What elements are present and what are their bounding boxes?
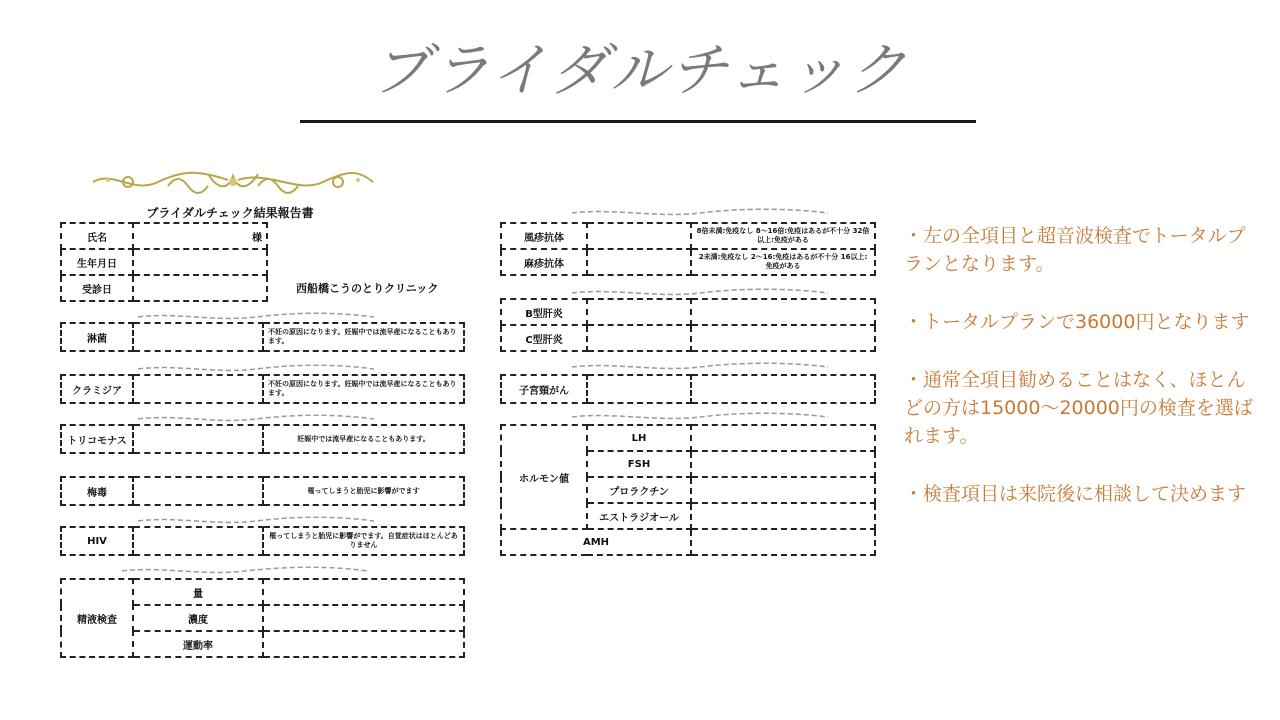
antibody-label: 風疹抗体 [501,223,587,249]
result-cell [133,477,263,505]
scroll-divider-ornament [136,516,376,526]
title-divider [300,120,976,123]
antibody-label: 麻疹抗体 [501,249,587,275]
table-row [61,579,464,605]
table-row [61,223,267,249]
table-row [501,299,875,325]
visit-label: 受診日 [61,275,133,301]
hormone-item-label: エストラジオール [587,503,691,529]
bullet-text: ・左の全項目と超音波検査でトータルプランとなります。 [904,225,1246,275]
table-row [61,477,464,505]
test-label: 淋菌 [61,323,133,351]
scroll-divider-ornament [120,566,370,576]
test-note: 妊娠中では流早産になることもあります。 [263,425,464,453]
result-cell [691,451,875,477]
gold-ornament-image [88,166,378,196]
table-row [501,223,875,249]
semen-test-table [60,578,465,658]
result-cell [691,375,875,403]
test-note: 不妊の原因になります。妊娠中では流早産になることもあります。 [263,323,464,351]
scroll-divider-ornament [136,414,376,424]
test-label: HIV [61,527,133,555]
result-cell [691,503,875,529]
result-cell [587,299,691,325]
visit-value [133,275,267,301]
table-row [61,323,464,351]
result-cell [691,325,875,351]
table-row [501,249,875,275]
plan-notes [904,222,1264,538]
result-cell [263,631,464,657]
cervical-cancer-table [500,374,876,404]
result-cell [133,425,263,453]
table-row [61,375,464,403]
name-label: 氏名 [61,223,133,249]
birth-label: 生年月日 [61,249,133,275]
result-cell [587,375,691,403]
semen-item-label: 濃度 [133,605,263,631]
result-cell [133,375,263,403]
hormone-item-label: LH [587,425,691,451]
test-note: 罹ってしまうと胎児に影響がでます。自覚症状はほとんどありません [263,527,464,555]
test-table-syphilis [60,476,465,506]
result-cell [691,425,875,451]
result-cell [263,579,464,605]
table-row [501,529,875,555]
test-note: 不妊の原因になります。妊娠中では流早産になることもあります。 [263,375,464,403]
hormone-table [500,424,876,556]
antibody-note: 2未満:免疫なし 2～16:免疫はあるが不十分 16以上:免疫がある [691,249,875,275]
antibody-table [500,222,876,276]
test-label: 梅毒 [61,477,133,505]
result-cell [691,299,875,325]
table-row [61,275,267,301]
slide-title: ブライダルチェック [371,36,909,104]
result-cell [263,605,464,631]
result-cell [587,223,691,249]
honorific-cell: 様 [133,223,267,249]
test-table-chlamydia [60,374,465,404]
test-label: クラミジア [61,375,133,403]
semen-item-label: 運動率 [133,631,263,657]
hormone-item-label: FSH [587,451,691,477]
test-label: トリコモナス [61,425,133,453]
hepatitis-label: B型肝炎 [501,299,587,325]
hepatitis-label: C型肝炎 [501,325,587,351]
semen-label: 精液検査 [61,579,133,657]
bullet-text: ・通常全項目勧めることはなく、ほとんどの方は15000～20000円の検査を選ばれます。 [904,369,1253,447]
scroll-divider-ornament [570,362,830,372]
test-table-hiv [60,526,465,556]
scroll-divider-ornament [570,288,830,298]
hormone-label: ホルモン値 [501,425,587,529]
table-row [61,249,267,275]
report-title: ブライダルチェック結果報告書 [146,206,314,220]
hormone-item-label: プロラクチン [587,477,691,503]
antibody-note: 8倍未満:免疫なし 8～16倍:免疫はあるが不十分 32倍以上:免疫がある [691,223,875,249]
result-cell [587,249,691,275]
result-cell [133,323,263,351]
cervical-label: 子宮頸がん [501,375,587,403]
table-row [61,527,464,555]
test-table-trichomonas [60,424,465,454]
scroll-divider-ornament [570,208,830,218]
scroll-divider-ornament [136,312,376,322]
patient-info-table [60,222,268,302]
clinic-name: 西船橋こうのとりクリニック [296,282,439,295]
test-note: 罹ってしまうと胎児に影響がでます [263,477,464,505]
scroll-divider-ornament [136,364,376,374]
result-cell [691,477,875,503]
table-row [501,425,875,451]
test-table-gonorrhea [60,322,465,352]
table-row [61,425,464,453]
semen-item-label: 量 [133,579,263,605]
bullet-text: ・検査項目は来院後に相談して決めます [904,483,1247,505]
scroll-divider-ornament [570,412,830,422]
table-row [501,325,875,351]
table-row [501,375,875,403]
result-cell [587,325,691,351]
result-cell [133,527,263,555]
birth-value [133,249,267,275]
bullet-text: ・トータルプランで36000円となります [904,311,1250,333]
result-cell [691,529,875,555]
hepatitis-table [500,298,876,352]
amh-label: AMH [501,529,691,555]
